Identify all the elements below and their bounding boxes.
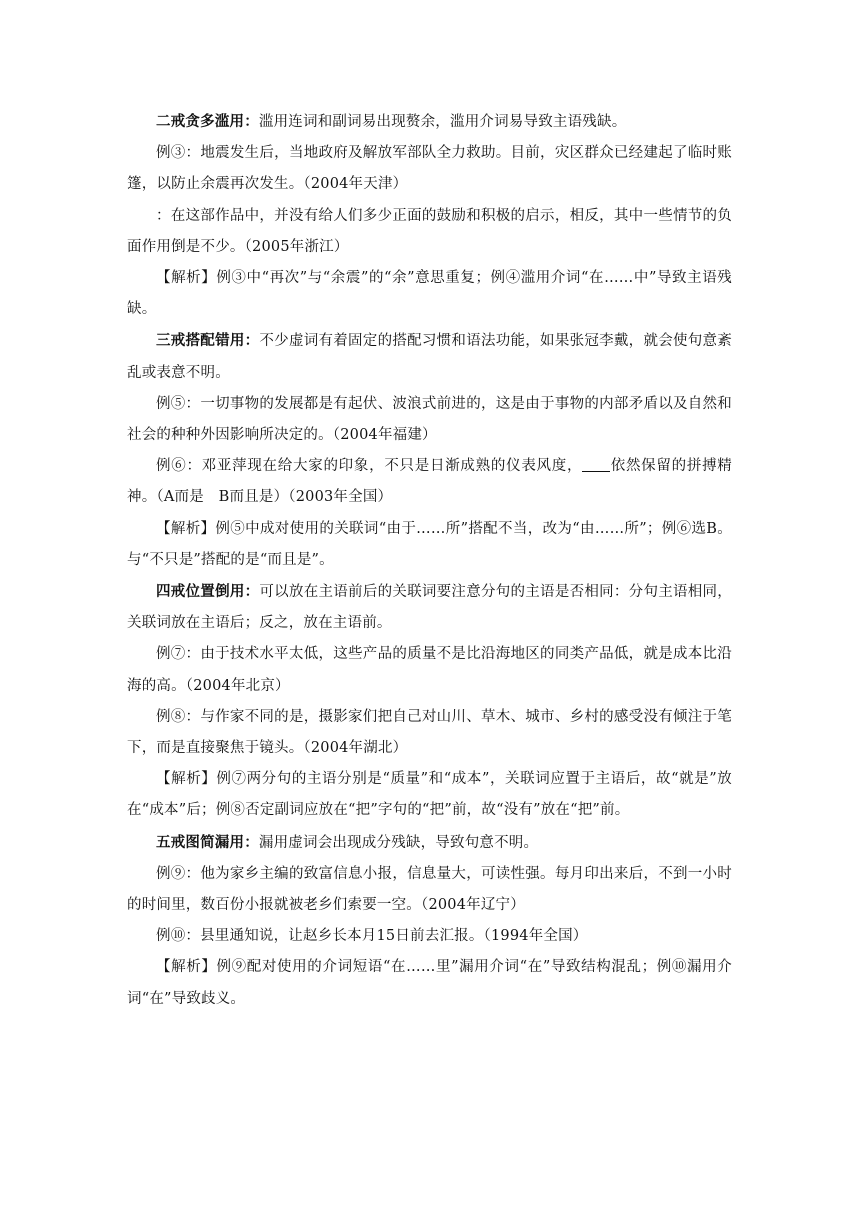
paragraph-text: 例⑦：由于技术水平太低，这些产品的质量不是比沿海地区的同类产品低，就是成本比沿海的高。（2004年北京） [127, 646, 732, 694]
paragraph-example-10 [127, 921, 732, 952]
paragraph-text: 可以放在主语前后的关联词要注意分句的主语是否相同：分句主语相同，关联词放在主语后；反之，放在主语前。 [127, 584, 732, 632]
rule-heading: 三戒搭配错用： [156, 332, 260, 350]
paragraph-text: 例⑦两分句的主语分别是“质量”和“成本”，关联词应置于主语后，故“就是”放在“成本”后；例⑧否定副词应放在“把”字句的“把”前，故“没有”放在“把”前。 [127, 771, 732, 819]
paragraph-text: 不少虚词有着固定的搭配习惯和语法功能，如果张冠李戴，就会使句意紊乱或表意不明。 [127, 333, 732, 381]
rule-heading: 四戒位置倒用： [156, 583, 260, 601]
analysis-label: 【解析】 [156, 771, 217, 788]
paragraph-example-6 [127, 451, 732, 513]
paragraph-text: 例⑤：一切事物的发展都是有起伏、波浪式前进的，这是由于事物的内部矛盾以及自然和社会的种种外因影响所决定的。（2004年福建） [127, 395, 732, 444]
paragraph-text: 例⑨：他为家乡主编的致富信息小报，信息量大，可读性强。每月印出来后，不到一小时的时间里，数百份小报就被老乡们索要一空。（2004年辽宁） [127, 865, 732, 914]
paragraph-example-3 [127, 138, 732, 200]
rule-heading: 二戒贪多滥用： [156, 113, 259, 130]
paragraph-rule-3 [127, 325, 732, 388]
paragraph-rule-2 [127, 106, 732, 138]
paragraph-analysis-1 [127, 263, 732, 325]
paragraph-text: ：在这部作品中，并没有给人们多少正面的鼓励和积极的启示，相反，其中一些情节的负面作用倒是不少。（2005年浙江） [127, 207, 732, 255]
paragraph-text: 漏用虚词会出现成分残缺，导致句意不明。 [258, 834, 539, 851]
paragraph-example-8 [127, 702, 732, 764]
paragraph-text: 例⑤中成对使用的关联词“由于……所”搭配不当，改为“由……所”；例⑥选B。与“不只是”搭配的是“而且是”。 [127, 520, 732, 568]
paragraph-text: 例③：地震发生后，当地政府及解放军部队全力救助。目前，灾区群众已经建起了临时账篷，以防止余震再次发生。（2004年天津） [127, 145, 732, 193]
analysis-label: 【解析】 [156, 959, 217, 976]
paragraph-text: 例⑧：与作家不同的是，摄影家们把自己对山川、草木、城市、乡村的感受没有倾注于笔下，而是直接聚焦于镜头。（2004年湖北） [127, 708, 732, 757]
paragraph-text: 例⑥：邓亚萍现在给大家的印象，不只是日渐成熟的仪表风度， [156, 458, 583, 475]
paragraph-text: 例③中“再次”与“余震”的“余”意思重复；例④滥用介词“在……中”导致主语残缺。 [127, 270, 732, 318]
paragraph-analysis-3 [127, 764, 732, 826]
paragraph-rule-4 [127, 576, 732, 639]
paragraph-example-5 [127, 389, 732, 451]
rule-heading: 五戒图简漏用： [156, 833, 259, 851]
document-body [127, 106, 732, 1015]
fill-in-blank [582, 457, 610, 473]
paragraph-example-4 [127, 201, 732, 263]
paragraph-rule-5 [127, 827, 732, 859]
paragraph-analysis-4 [127, 952, 732, 1014]
paragraph-text: 例⑩：县里通知说，让赵乡长本月15日前去汇报。（1994年全国） [156, 928, 588, 945]
paragraph-example-9 [127, 859, 732, 921]
paragraph-analysis-2 [127, 514, 732, 576]
paragraph-example-7 [127, 639, 732, 701]
analysis-label: 【解析】 [156, 520, 216, 537]
analysis-label: 【解析】 [156, 270, 217, 287]
paragraph-text: 依然保留的拼搏精神。（A而是 B而且是）（2003年全国） [127, 458, 732, 506]
paragraph-text: 滥用连词和副词易出现赘余，滥用介词易导致主语残缺。 [258, 114, 627, 130]
paragraph-text: 例⑨配对使用的介词短语“在……里”漏用介词“在”导致结构混乱；例⑩漏用介词“在”导致歧义。 [127, 959, 732, 1007]
